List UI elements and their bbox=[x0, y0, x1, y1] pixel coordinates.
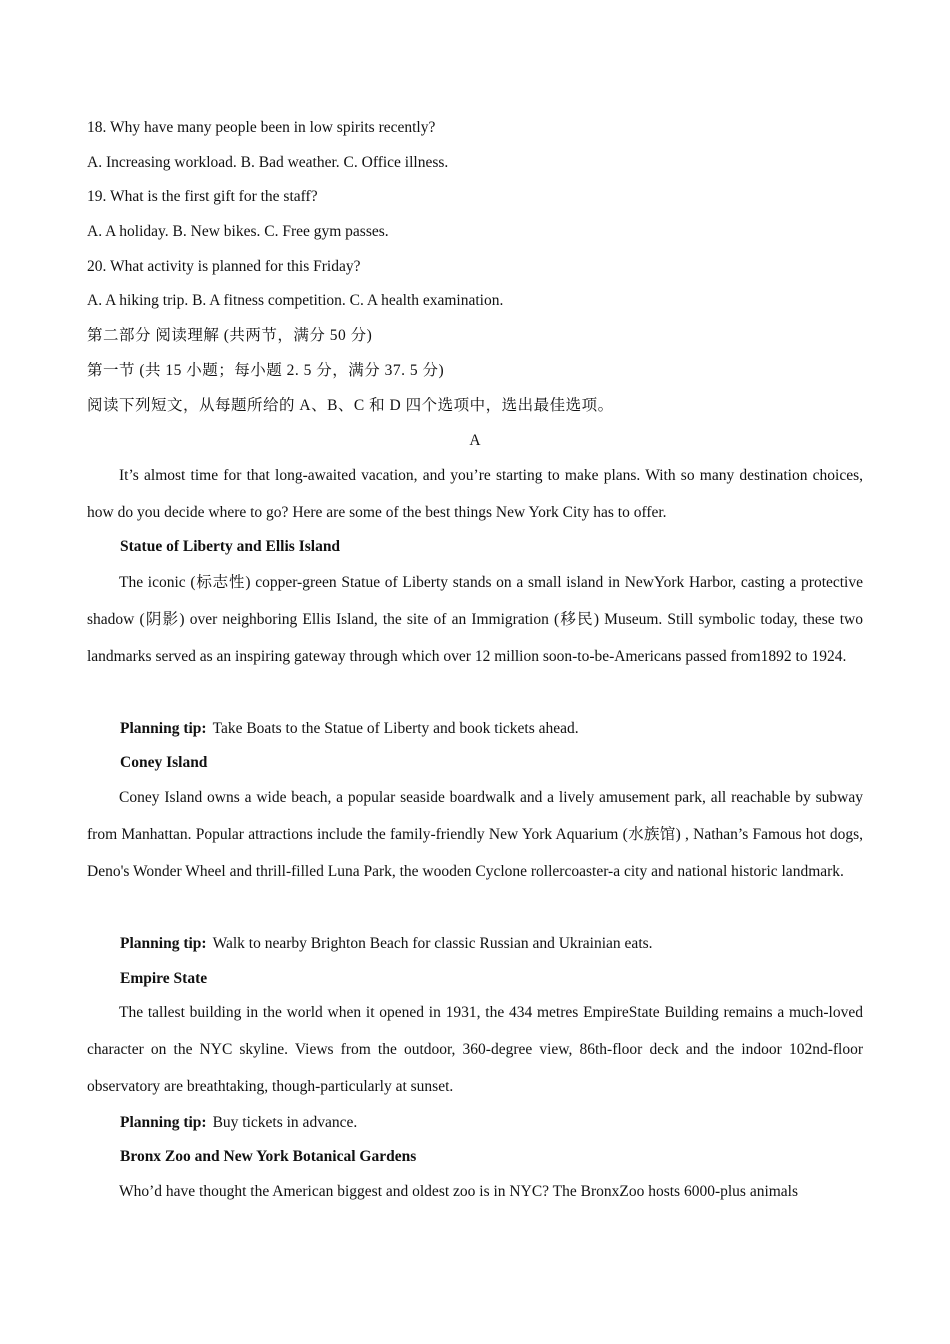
planning-tip-statue bbox=[120, 719, 579, 739]
paragraph-bronx-zoo: Who’d have thought the American biggest and oldest zoo is in NYC? The BronxZoo hosts 6000-plus animals bbox=[119, 1183, 799, 1200]
section-subtitle: 第一节 (共 15 小题；每小题 2. 5 分，满分 37. 5 分) bbox=[87, 362, 445, 379]
heading-statue-of-liberty: Statue of Liberty and Ellis Island bbox=[120, 538, 341, 555]
planning-tip-label: Planning tip: bbox=[120, 935, 207, 952]
paragraph-empire-state: The tallest building in the world when it opened in 1931, the 434 metres EmpireState Building remains a much-loved character on the NYC skyline. Views from the outdoor, 360-degree view, 86th-floor deck and the indoor 102nd-floor observatory are breathtaking, though-particularly at sunset. bbox=[87, 1004, 863, 1095]
passage-label: A bbox=[469, 432, 481, 449]
planning-tip-text: Buy tickets in advance. bbox=[212, 1114, 358, 1131]
planning-tip-empire bbox=[120, 1113, 357, 1133]
question-19-options: A. A holiday. B. New bikes. C. Free gym passes. bbox=[87, 223, 389, 240]
instruction: 阅读下列短文，从每题所给的 A、B、C 和 D 四个选项中，选出最佳选项。 bbox=[87, 397, 614, 414]
question-18: 18. Why have many people been in low spirits recently? bbox=[87, 119, 436, 136]
planning-tip-text: Take Boats to the Statue of Liberty and book tickets ahead. bbox=[212, 720, 579, 737]
passage-intro: It’s almost time for that long-awaited vacation, and you’re starting to make plans. With so many destination choices, how do you decide where to go? Here are some of the best things New York City has to offer. bbox=[87, 467, 863, 521]
part-title: 第二部分 阅读理解 (共两节，满分 50 分) bbox=[87, 327, 373, 344]
question-18-options: A. Increasing workload. B. Bad weather. C. Office illness. bbox=[87, 154, 449, 171]
question-20-options: A. A hiking trip. B. A fitness competition. C. A health examination. bbox=[87, 292, 504, 309]
question-20: 20. What activity is planned for this Friday? bbox=[87, 258, 361, 275]
heading-coney-island: Coney Island bbox=[120, 754, 208, 771]
paragraph-statue-of-liberty: The iconic (标志性) copper-green Statue of Liberty stands on a small island in NewYork Harbor, casting a protective shadow (阴影) over neighboring Ellis Island, the site of an Immigration (移民) Museum. Still symbolic today, these two landmarks served as an inspiring gateway through which over 12 million soon-to-be-Americans passed from1892 to 1924. bbox=[87, 574, 863, 665]
planning-tip-text: Walk to nearby Brighton Beach for classic Russian and Ukrainian eats. bbox=[212, 935, 653, 952]
planning-tip-coney bbox=[120, 934, 653, 954]
planning-tip-label: Planning tip: bbox=[120, 720, 207, 737]
question-19: 19. What is the first gift for the staff? bbox=[87, 188, 318, 205]
heading-empire-state: Empire State bbox=[120, 970, 208, 987]
heading-bronx-zoo: Bronx Zoo and New York Botanical Gardens bbox=[120, 1148, 417, 1165]
planning-tip-label: Planning tip: bbox=[120, 1114, 207, 1131]
paragraph-coney-island: Coney Island owns a wide beach, a popular seaside boardwalk and a lively amusement park, all reachable by subway from Manhattan. Popular attractions include the family-friendly New York Aquarium (水族馆) , Nathan’s Famous hot dogs, Deno's Wonder Wheel and thrill-filled Luna Park, the wooden Cyclone rollercoaster-a city and national historic landmark. bbox=[87, 789, 863, 880]
